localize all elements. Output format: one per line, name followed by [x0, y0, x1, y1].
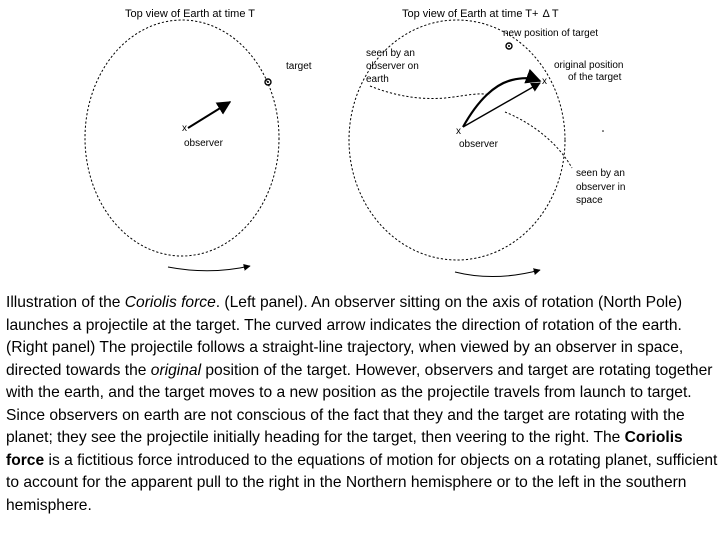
right-rotation-arrow	[455, 270, 540, 277]
right-observer-marker: x	[456, 126, 461, 137]
right-panel-title: Top view of Earth at time T+ Δ T	[402, 8, 559, 20]
right-observer-label: observer	[459, 139, 498, 150]
figure-caption: Illustration of the Coriolis force. (Left panel). An observer sitting on the axis of rotation (North Pole) launches a projectile at the target. The curved arrow indicates the direction of rotation of the earth. (Right panel) The projectile follows a straight-line trajectory, when viewed by an observer in space, directed towards the original position of the target. However, observers and target are rotating together with the earth, and the target moves to a new position as the projectile travels from launch to target. Since observers on earth are not conscious of the fact that they and the target are rotating with the planet; they see the projectile initially heading for the target, then veering to the right. The Coriolis force is a fictitious force introduced to the equations of motion for objects on a rotating planet, sufficient to account for the apparent pull to the right in the Northern hemisphere or to the left in the southern hemisphere.	[6, 294, 718, 514]
original-target-marker: x	[542, 76, 547, 87]
caption-term-coriolis: Coriolis force	[124, 294, 216, 311]
space-observer-label: seen by an observer in space	[576, 168, 626, 206]
new-position-label: new position of target	[503, 28, 599, 39]
left-observer-label: observer	[184, 138, 223, 149]
caption-term-coriolis-bold: Coriolis force	[6, 429, 683, 469]
left-panel-title: Top view of Earth at time T	[125, 8, 256, 20]
right-panel	[349, 8, 628, 277]
left-earth-circle	[85, 20, 279, 256]
left-launch-arrow	[188, 102, 230, 128]
space-observer-leader	[505, 112, 572, 168]
caption-term-original: original	[150, 361, 202, 379]
left-target-label: target	[286, 61, 312, 72]
space-view-trajectory	[463, 83, 540, 127]
left-observer-marker: x	[182, 123, 187, 134]
earth-observer-label: seen by an observer on earth	[366, 48, 419, 85]
left-rotation-arrow	[168, 266, 250, 271]
left-panel	[85, 8, 312, 271]
original-position-label: original position of the target	[554, 60, 624, 83]
earth-observer-leader	[370, 86, 490, 99]
